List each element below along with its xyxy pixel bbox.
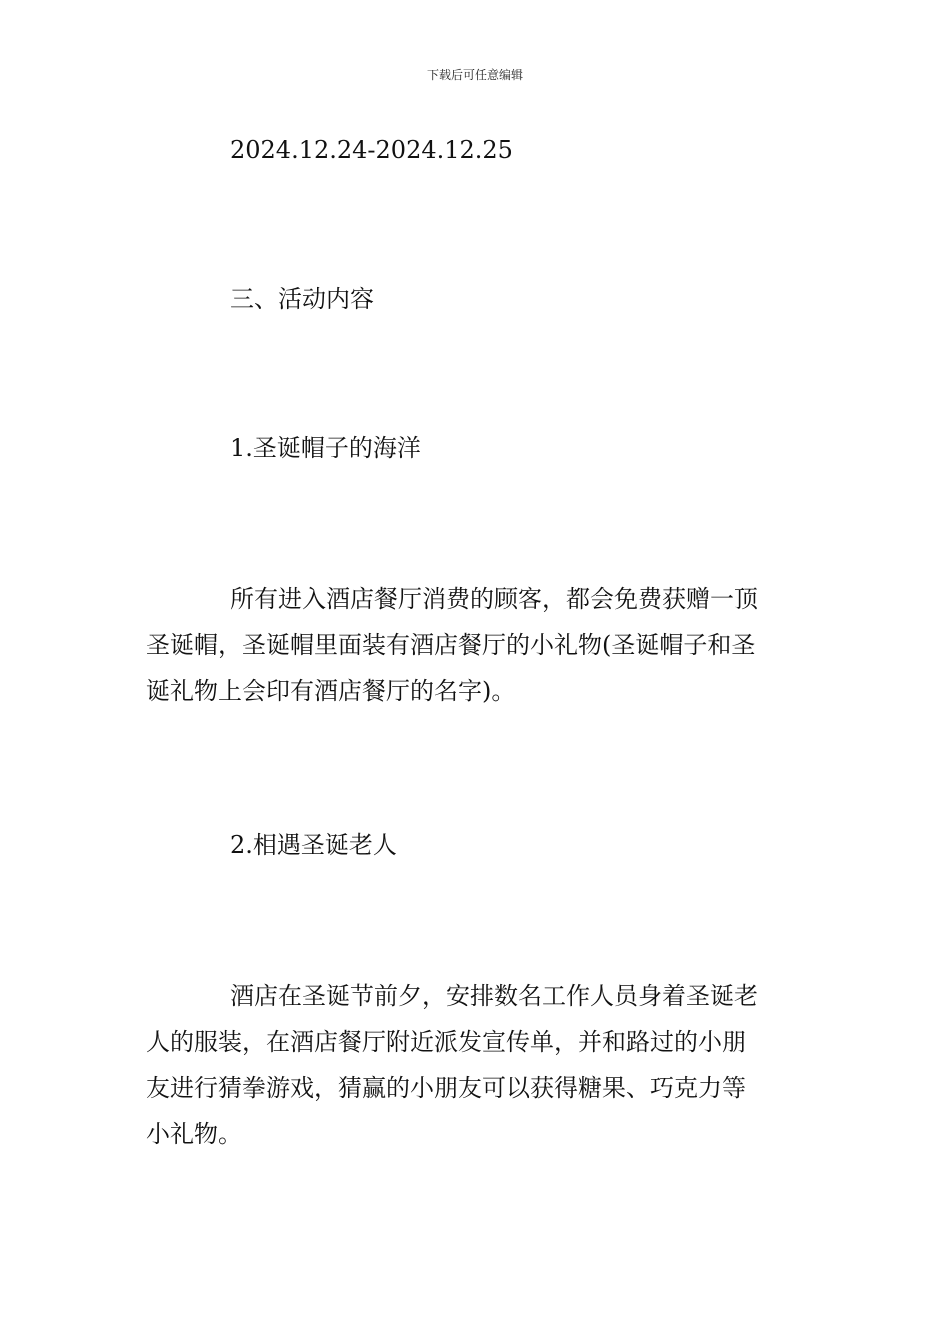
item1-heading: 1.圣诞帽子的海洋 [230, 434, 421, 462]
item1-paragraph [146, 576, 810, 714]
paragraph-line: 友进行猜拳游戏，猜赢的小朋友可以获得糖果、巧克力等 [146, 1074, 746, 1102]
header-note: 下载后可任意编辑 [426, 68, 523, 82]
item2-paragraph [146, 973, 810, 1157]
section-title: 三、活动内容 [230, 285, 374, 313]
date-range: 2024.12.24-2024.12.25 [230, 136, 513, 164]
paragraph-line: 小礼物。 [146, 1120, 242, 1148]
item2-heading: 2.相遇圣诞老人 [230, 831, 397, 859]
paragraph-line: 诞礼物上会印有酒店餐厅的名字)。 [146, 677, 516, 705]
paragraph-line: 所有进入酒店餐厅消费的顾客，都会免费获赠一顶 [230, 585, 758, 613]
paragraph-line: 圣诞帽，圣诞帽里面装有酒店餐厅的小礼物(圣诞帽子和圣 [146, 631, 756, 659]
paragraph-line: 酒店在圣诞节前夕，安排数名工作人员身着圣诞老 [230, 982, 758, 1010]
paragraph-line: 人的服装，在酒店餐厅附近派发宣传单，并和路过的小朋 [146, 1028, 746, 1056]
